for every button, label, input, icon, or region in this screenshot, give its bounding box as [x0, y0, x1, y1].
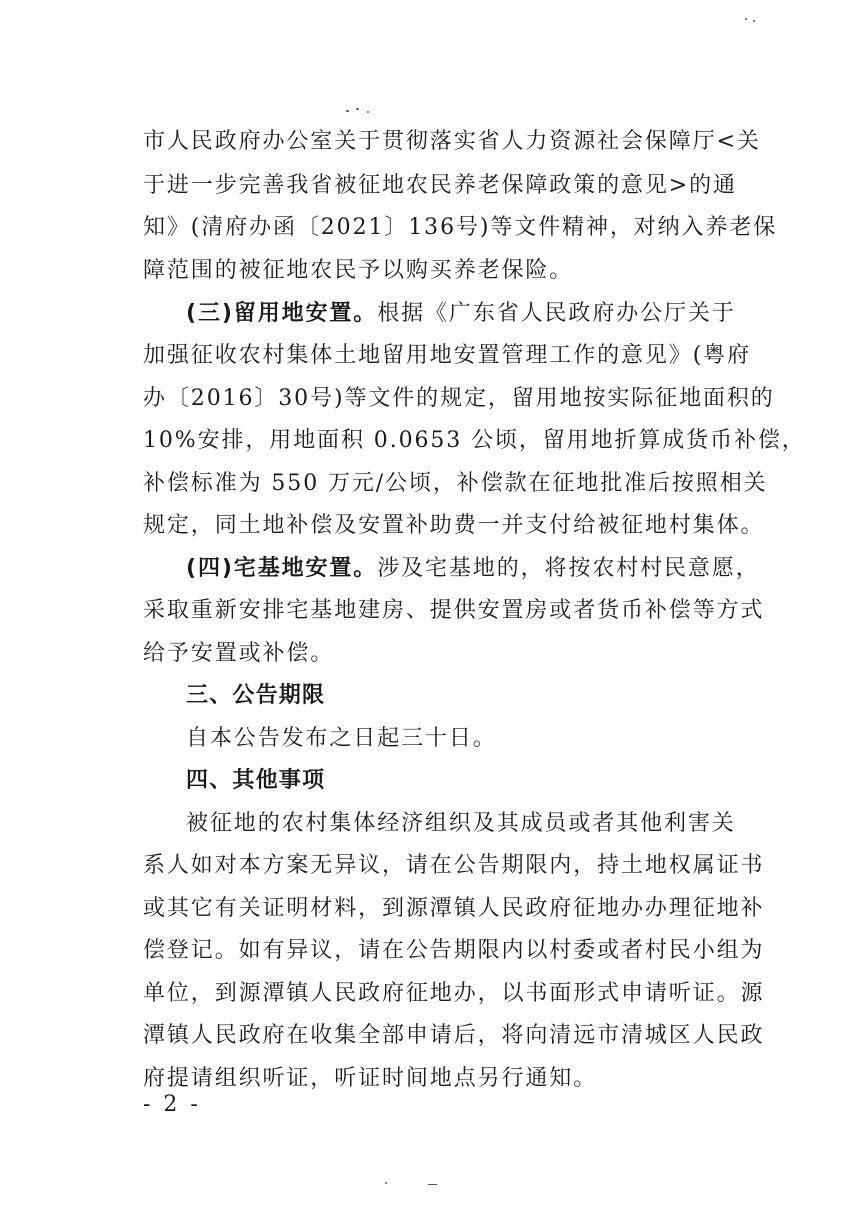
- text-line: 知》(清府办函〔2021〕136号)等文件精神，对纳入养老保: [143, 215, 778, 240]
- text-line: 采取重新安排宅基地建房、提供安置房或者货币补偿等方式: [143, 598, 765, 623]
- text-line: 10%安排，用地面积 0.0653 公顷，留用地折算成货币补偿，: [143, 428, 806, 453]
- text-line: 加强征收农村集体土地留用地安置管理工作的意见》(粤府: [143, 343, 751, 368]
- text-line: 自本公告发布之日起三十日。: [186, 726, 497, 751]
- scan-speck: [346, 110, 349, 112]
- section-line-3: (三)留用地安置。根据《广东省人民政府办公厅关于: [186, 301, 736, 326]
- text-line: 或其它有关证明材料，到源潭镇人民政府征地办办理征地补: [143, 896, 765, 921]
- text-line: 潭镇人民政府在收集全部申请后，将向清远市清城区人民政: [143, 1023, 765, 1048]
- scan-speck: [753, 20, 755, 22]
- scan-speck: [428, 1184, 437, 1185]
- scan-speck: [745, 18, 747, 20]
- scan-speck: [385, 1182, 387, 1184]
- text-line: 障范围的被征地农民予以购买养老保险。: [143, 258, 574, 283]
- text-line: 于进一步完善我省被征地农民养老保障政策的意见>的通: [143, 173, 737, 198]
- text-line: 被征地的农村集体经济组织及其成员或者其他利害关: [186, 811, 736, 836]
- scan-speck: [356, 108, 359, 110]
- heading-announcement-period: 三、公告期限: [186, 683, 326, 708]
- section-line-4: (四)宅基地安置。涉及宅基地的，将按农村村民意愿，: [186, 556, 760, 581]
- text-line: 市人民政府办公室关于贯彻落实省人力资源社会保障厅<关: [143, 129, 761, 154]
- text-line: 给予安置或补偿。: [143, 641, 335, 666]
- text-line: 府提请组织听证，听证时间地点另行通知。: [143, 1066, 598, 1091]
- heading-other-matters: 四、其他事项: [186, 768, 326, 793]
- text-line: 规定，同土地补偿及安置补助费一并支付给被征地村集体。: [143, 513, 765, 538]
- text-line: 补偿标准为 550 万元/公顷，补偿款在征地批准后按照相关: [143, 471, 768, 496]
- text-line: 偿登记。如有异议，请在公告期限内以村委或者村民小组为: [143, 938, 765, 963]
- section-lead: (三)留用地安置。: [186, 301, 378, 326]
- text-line: 单位，到源潭镇人民政府征地办，以书面形式申请听证。源: [143, 981, 765, 1006]
- page-number: - 2 -: [143, 1092, 201, 1117]
- text-line: 办〔2016〕30号)等文件的规定，留用地按实际征地面积的: [143, 386, 775, 411]
- scan-speck: [367, 111, 369, 113]
- section-lead: (四)宅基地安置。: [186, 556, 378, 581]
- text-line: 系人如对本方案无异议，请在公告期限内，持土地权属证书: [143, 853, 765, 878]
